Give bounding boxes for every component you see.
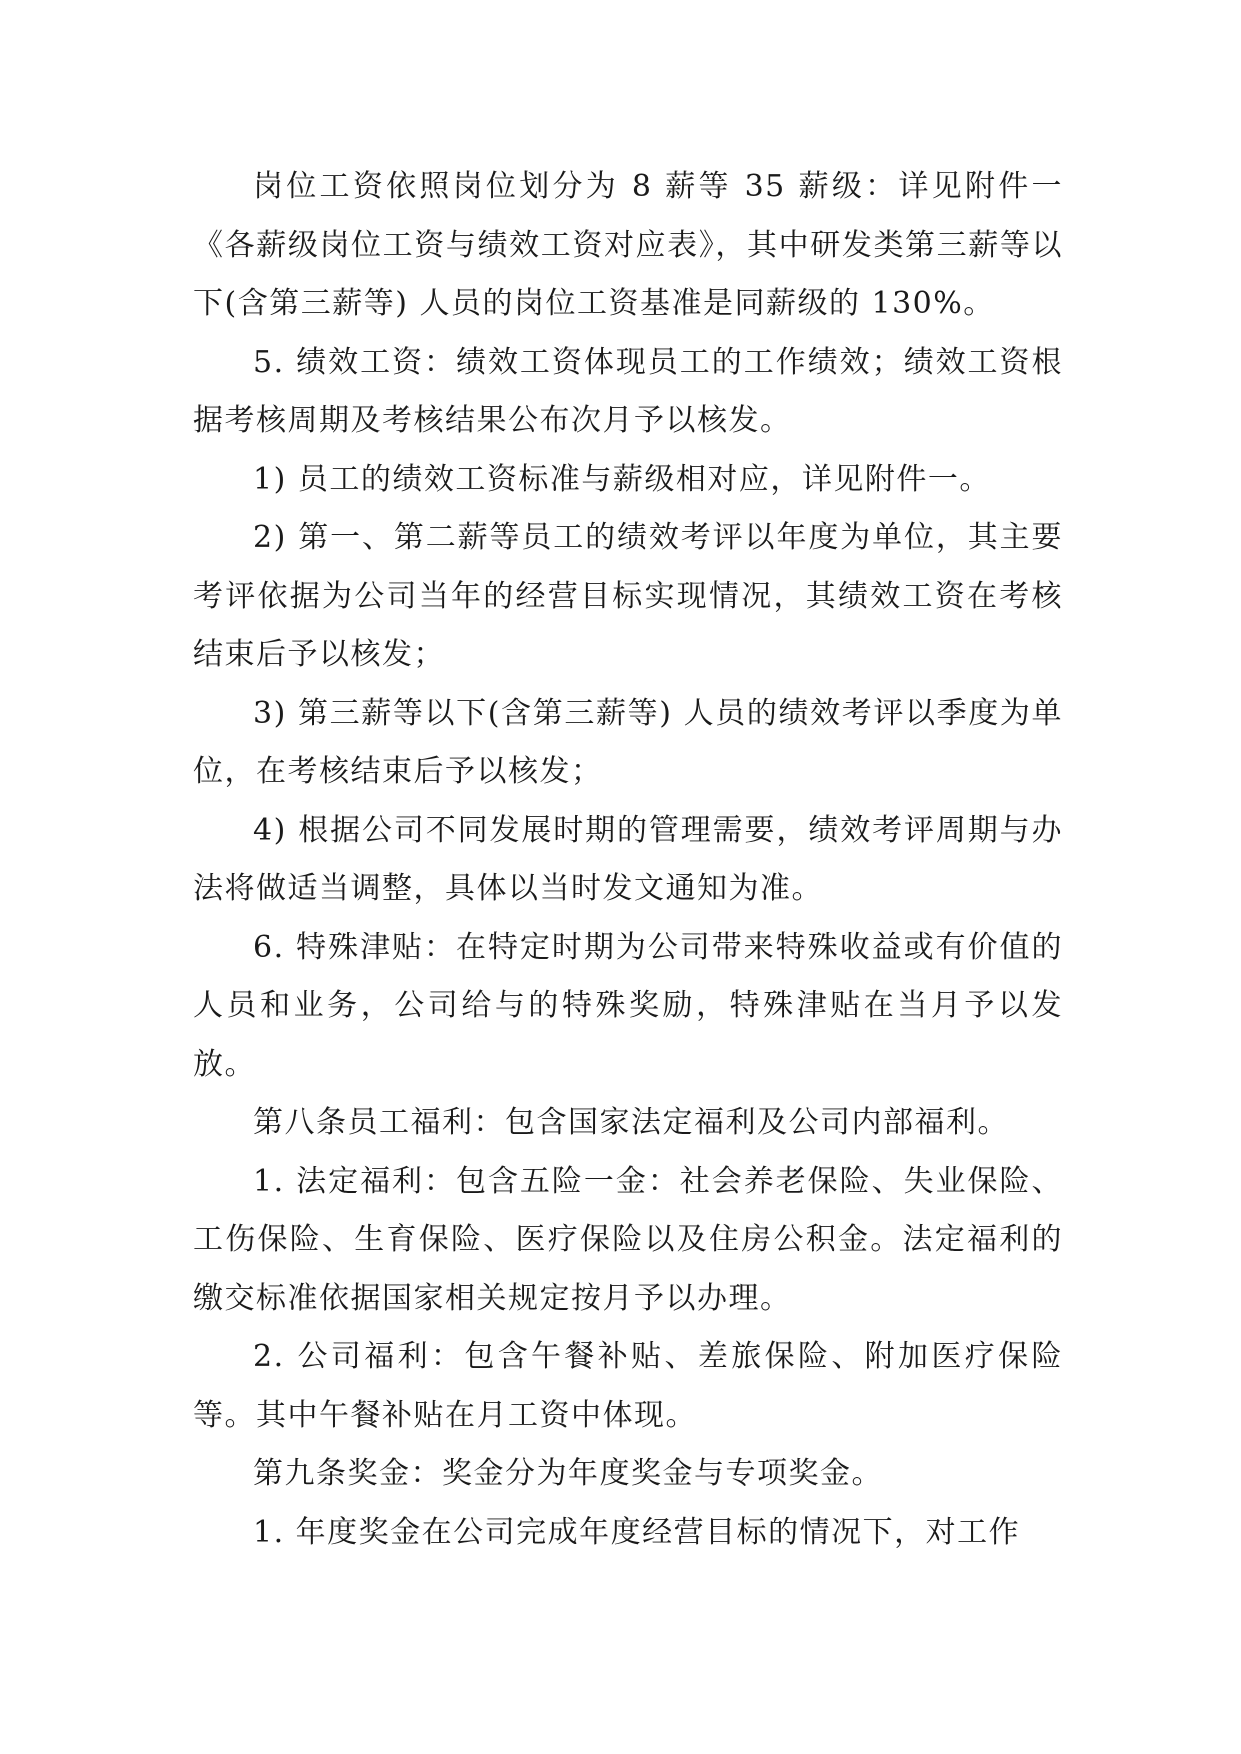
paragraph-statutory-welfare: 1. 法定福利：包含五险一金：社会养老保险、失业保险、工伤保险、生育保险、医疗保险以及住房公积金。法定福利的缴交标准依据国家相关规定按月予以办理。 [193,1163,1063,1316]
paragraph-performance-salary: 5. 绩效工资：绩效工资体现员工的工作绩效；绩效工资根据考核周期及考核结果公布次月予以核发。 [193,344,1063,438]
paragraph-article-9-bonus: 第九条奖金：奖金分为年度奖金与专项奖金。 [253,1456,883,1491]
paragraph-performance-item-1: 1) 员工的绩效工资标准与薪级相对应，详见附件一。 [253,461,991,497]
paragraph-company-welfare: 2. 公司福利：包含午餐补贴、差旅保险、附加医疗保险等。其中午餐补贴在月工资中体现。 [193,1339,1063,1433]
paragraph-article-8-welfare: 第八条员工福利：包含国家法定福利及公司内部福利。 [253,1105,1009,1140]
paragraph-special-allowance: 6. 特殊津贴：在特定时期为公司带来特殊收益或有价值的人员和业务，公司给与的特殊奖励，特殊津贴在当月予以发放。 [193,929,1063,1082]
paragraph-performance-item-4: 4) 根据公司不同发展时期的管理需要，绩效考评周期与办法将做适当调整，具体以当时发文通知为准。 [193,812,1063,906]
paragraph-performance-item-2: 2) 第一、第二薪等员工的绩效考评以年度为单位，其主要考评依据为公司当年的经营目标实现情况，其绩效工资在考核结束后予以核发； [193,520,1063,672]
paragraph-position-salary: 岗位工资依照岗位划分为 8 薪等 35 薪级：详见附件一《各薪级岗位工资与绩效工资对应表》，其中研发类第三薪等以下(含第三薪等) 人员的岗位工资基准是同薪级的 130%。 [193,169,1063,321]
paragraph-performance-item-3: 3) 第三薪等以下(含第三薪等) 人员的绩效考评以季度为单位，在考核结束后予以核发； [193,695,1063,789]
paragraph-annual-bonus: 1. 年度奖金在公司完成年度经营目标的情况下，对工作 [253,1514,1021,1550]
document-body [193,158,1063,1562]
